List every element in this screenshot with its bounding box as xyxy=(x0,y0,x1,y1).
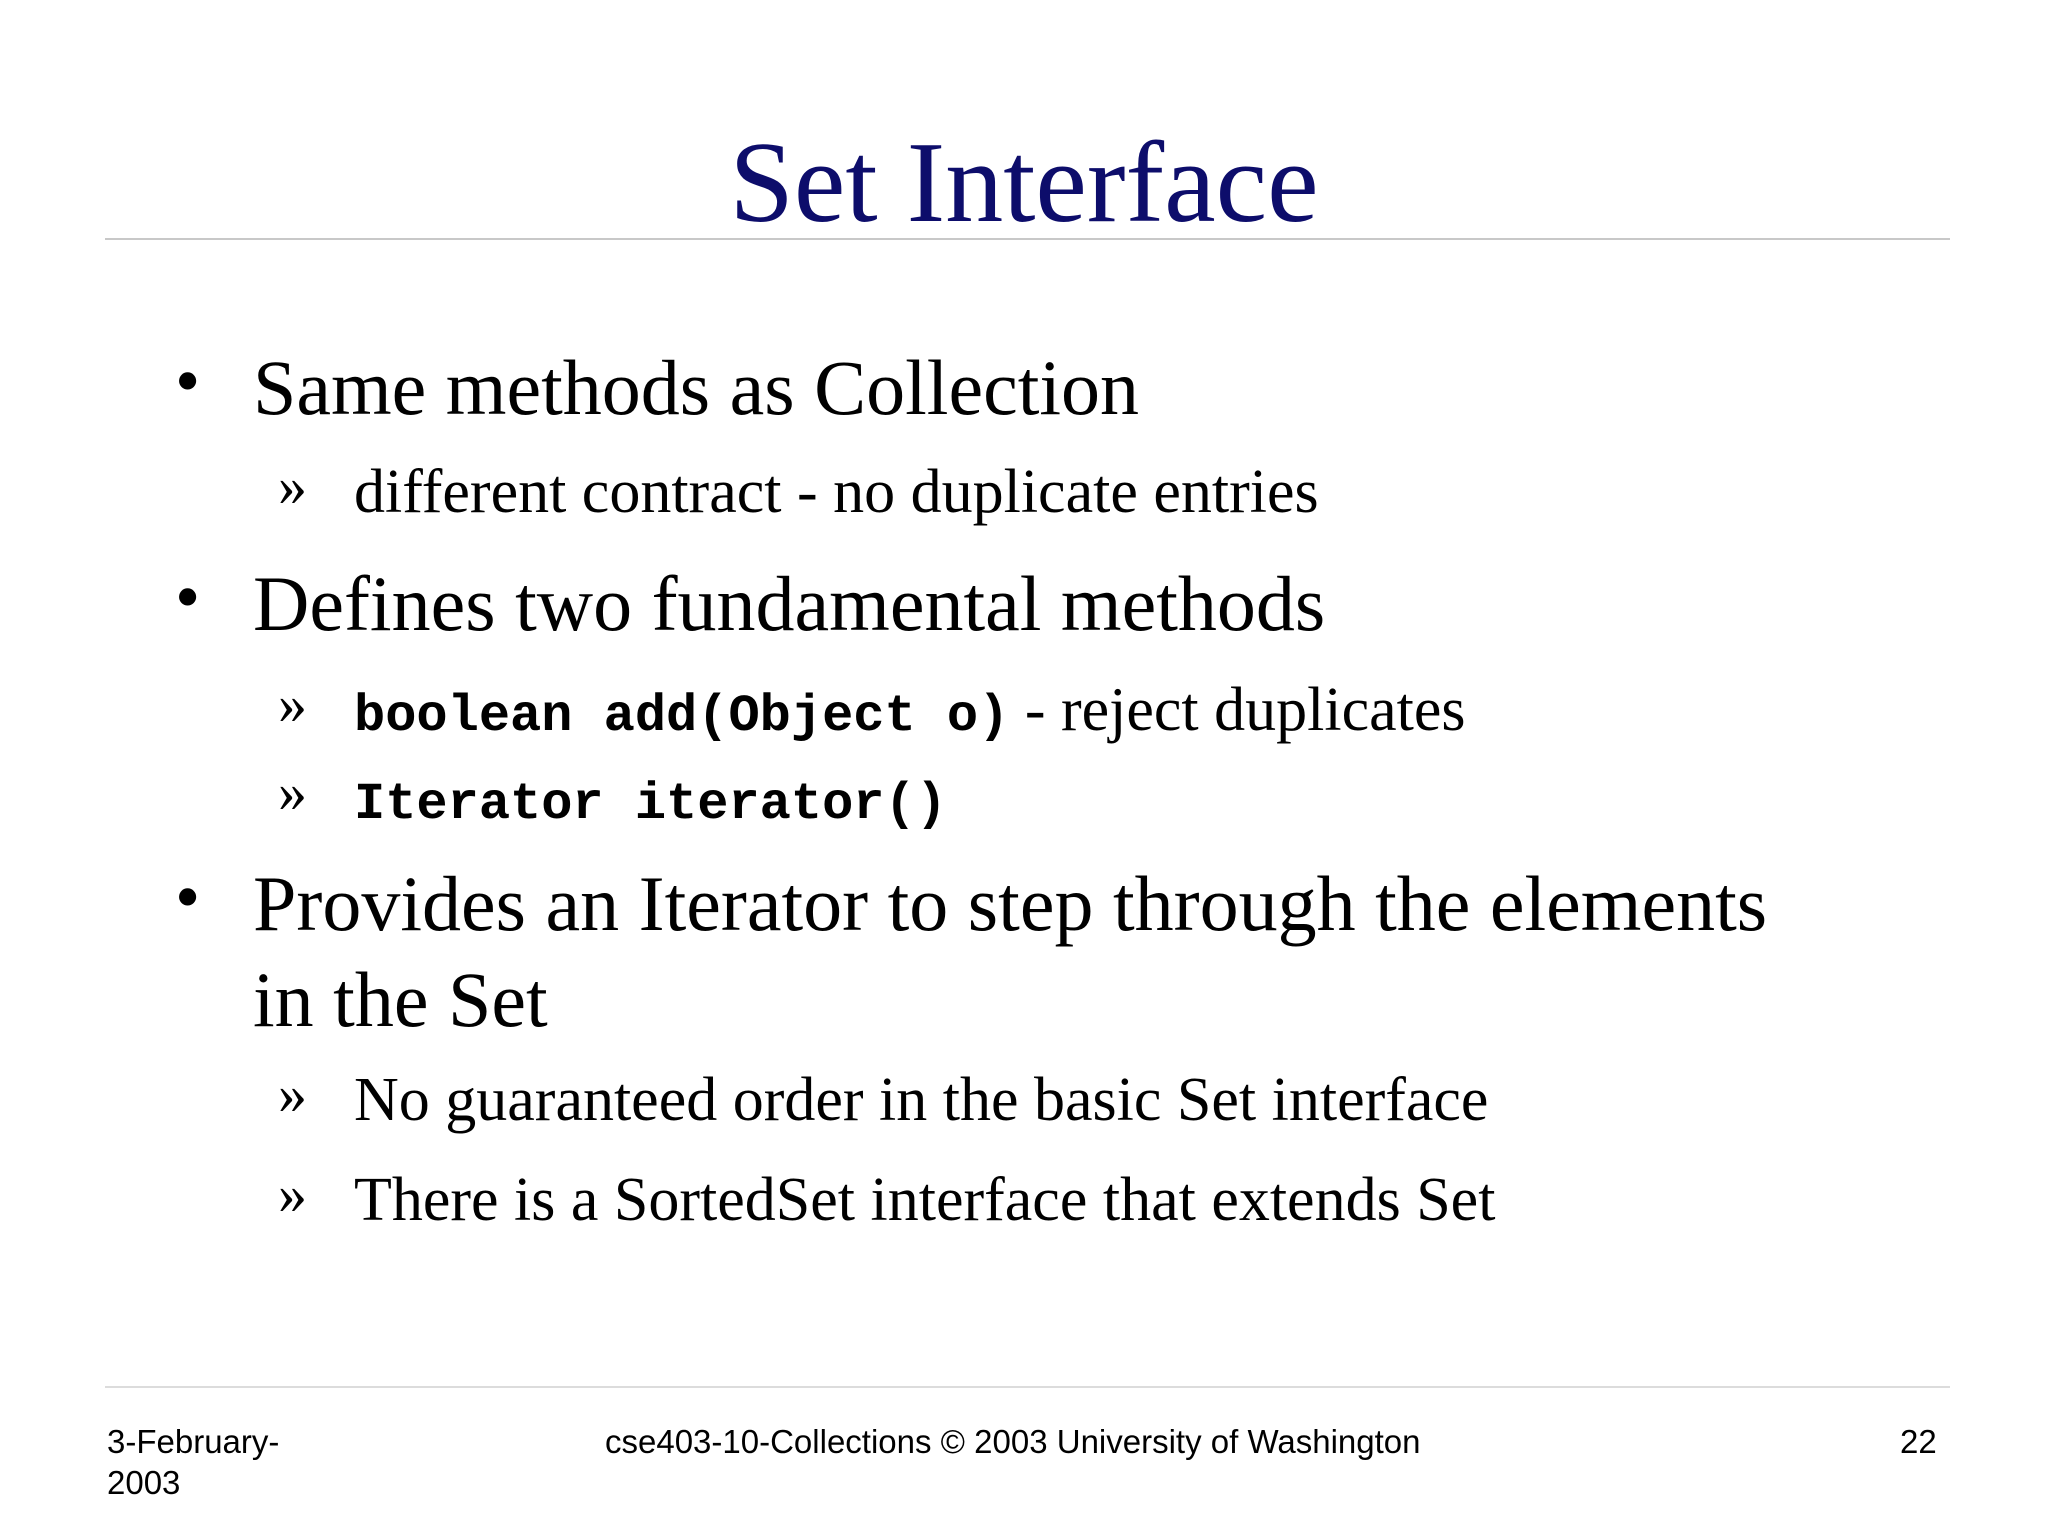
sub-bullet-marker: » xyxy=(278,759,307,824)
footer-date xyxy=(107,1421,279,1503)
sub-bullet-suffix: - reject duplicates xyxy=(1009,676,1466,744)
bullet-marker: • xyxy=(175,341,201,421)
footer-copyright: cse403-10-Collections © 2003 University of Washington xyxy=(605,1423,1421,1460)
sub-bullet-marker: » xyxy=(278,453,307,518)
sub-bullet-marker: » xyxy=(278,1161,307,1226)
sub-bullet-text: There is a SortedSet interface that extends Set xyxy=(354,1166,1496,1234)
bullet-text: Same methods as Collection xyxy=(253,344,1140,431)
sub-bullet-text xyxy=(354,758,1904,845)
bullet-text-continued: in the Set xyxy=(253,956,548,1043)
sub-bullet-marker: » xyxy=(278,671,307,736)
code-snippet: boolean add(Object o) xyxy=(354,687,1010,746)
sub-bullet-text: No guaranteed order in the basic Set interface xyxy=(354,1066,1489,1134)
code-snippet: Iterator iterator() xyxy=(354,775,947,834)
bullet-marker: • xyxy=(175,857,201,937)
slide-title: Set Interface xyxy=(729,119,1319,247)
sub-bullet-marker: » xyxy=(278,1061,307,1126)
footer-divider xyxy=(105,1386,1950,1388)
bullet-text: Provides an Iterator to step through the elements xyxy=(253,860,1768,947)
footer-date-line1: 3-February- xyxy=(107,1423,280,1460)
page-number: 22 xyxy=(1900,1423,1937,1460)
sub-bullet-text xyxy=(354,670,1904,757)
footer-date-line2: 2003 xyxy=(107,1464,181,1501)
bullet-text: Defines two fundamental methods xyxy=(253,560,1326,647)
title-divider xyxy=(105,238,1950,240)
sub-bullet-text: different contract - no duplicate entries xyxy=(354,458,1319,526)
bullet-marker: • xyxy=(175,557,201,637)
